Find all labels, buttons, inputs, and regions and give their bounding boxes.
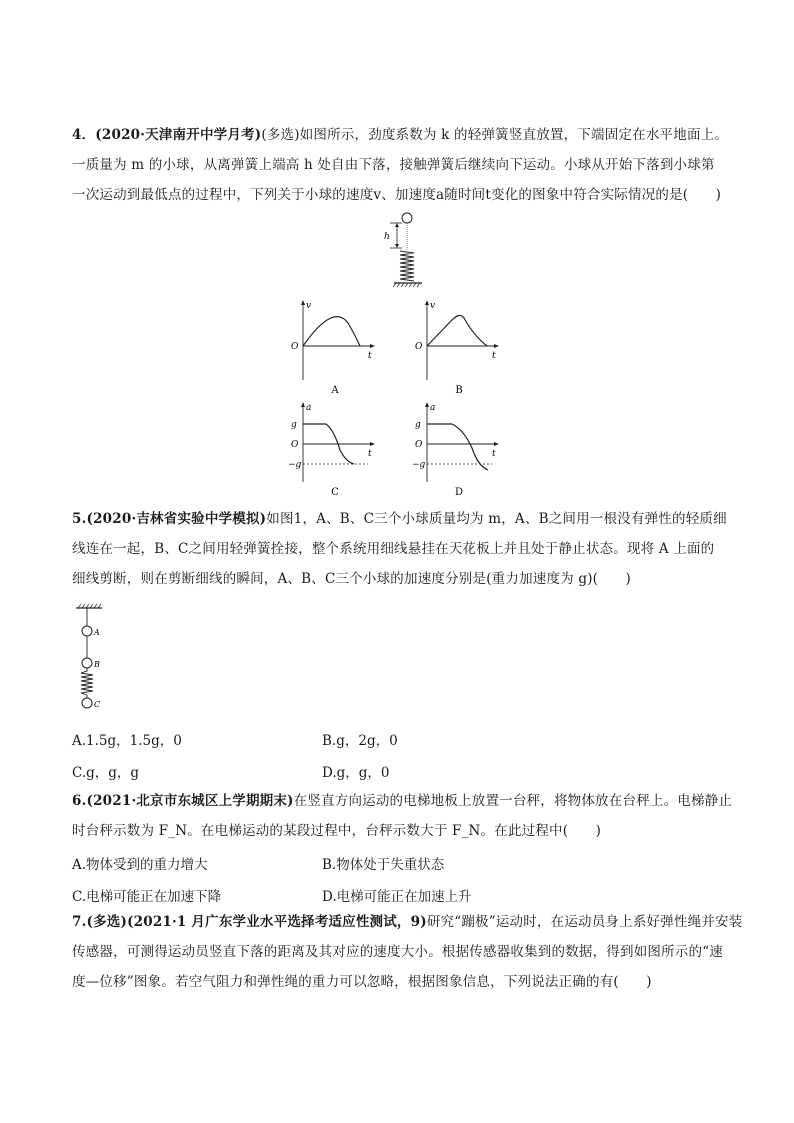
svg-text:t: t: [492, 449, 496, 459]
question-7: [72, 907, 743, 997]
curve-d: [427, 424, 488, 470]
svg-text:g: g: [415, 420, 421, 430]
ball-b-icon: [82, 658, 92, 668]
question-5-line-3: 细线剪断，则在剪断细线的瞬间，A、B、C三个小球的加速度分别是(重力加速度为 g)( ): [72, 571, 631, 587]
svg-text:v: v: [306, 301, 312, 311]
q6-option-c[interactable]: C.电梯可能正在加速下降: [72, 889, 222, 905]
option-label-a: A: [331, 385, 339, 396]
curve-b: [427, 315, 487, 346]
graph-c: [288, 400, 383, 500]
svg-text:O: O: [415, 440, 423, 450]
option-label-b: B: [455, 385, 463, 396]
question-4-line-1-text: (多选)如图所示，劲度系数为 k 的轻弹簧竖直放置，下端固定在水平地面上。: [261, 127, 729, 143]
question-4-source: (2020·天津南开中学月考): [95, 127, 262, 143]
question-5-line-1: 5.(2020·吉林省实验中学模拟)如图1，A、B、C三个小球质量均为 m，A、B之间用一根没有弹性的轻质细: [72, 511, 727, 527]
svg-text:a: a: [430, 403, 436, 413]
graph-b: [412, 298, 507, 398]
height-label: h: [384, 232, 390, 242]
question-5: [72, 504, 727, 594]
svg-text:g: g: [291, 420, 297, 430]
question-5-line-2: 线连在一起，B、C之间用轻弹簧拴接，整个系统用细线悬挂在天花板上并且处于静止状态。现将 A 上面的: [72, 541, 715, 557]
curve-a: [303, 317, 360, 346]
ball-icon: [402, 213, 412, 223]
spring-icon: [81, 668, 93, 698]
svg-text:t: t: [368, 351, 372, 361]
option-label-c: C: [331, 487, 339, 498]
q6-option-a[interactable]: A.物体受到的重力增大: [72, 857, 208, 873]
spring-icon: [400, 251, 414, 281]
spring-ball-figure: [370, 210, 430, 295]
question-6: [72, 786, 733, 846]
question-6-number-source: 6.(2021·北京市东城区上学期期末): [72, 793, 294, 809]
svg-text:B: B: [94, 660, 100, 669]
graph-a: [288, 298, 383, 398]
graph-d: [412, 400, 507, 500]
question-7-line-1: 7.(多选)(2021·1 月广东学业水平选择考适应性测试，9)研究“蹦极”运动时，在运动员身上系好弹性绳并安装: [72, 914, 743, 930]
option-label-d: D: [454, 487, 464, 498]
question-5-number-source: 5.(2020·吉林省实验中学模拟): [72, 511, 267, 527]
svg-text:t: t: [492, 351, 496, 361]
question-7-line-2: 传感器，可测得运动员竖直下落的距离及其对应的速度大小。根据传感器收集到的数据，得到如图所示的“速: [72, 944, 724, 960]
q5-option-c[interactable]: C.g，g，g: [72, 765, 140, 781]
q5-option-a[interactable]: A.1.5g，1.5g，0: [72, 733, 182, 749]
question-4: [72, 120, 729, 210]
svg-text:a: a: [306, 403, 312, 413]
question-7-line-3: 度—位移”图象。若空气阻力和弹性绳的重力可以忽略，根据图象信息，下列说法正确的有( ): [72, 974, 652, 990]
question-4-line-3: 一次运动到最低点的过程中，下列关于小球的速度v、加速度a随时间t变化的图象中符合实际情况的是( ): [72, 187, 722, 203]
ball-a-icon: [82, 626, 92, 636]
q6-option-d[interactable]: D.电梯可能正在加速上升: [322, 889, 472, 905]
svg-text:O: O: [291, 342, 299, 352]
q5-option-d[interactable]: D.g，g，0: [322, 765, 390, 781]
question-4-line-1: [72, 120, 729, 150]
svg-text:−g: −g: [288, 460, 302, 470]
svg-text:t: t: [368, 449, 372, 459]
hanging-balls-figure: [72, 602, 122, 717]
question-6-line-1: 6.(2021·北京市东城区上学期期末)在竖直方向运动的电梯地板上放置一台秤，将物体放在台秤上。电梯静止: [72, 793, 733, 809]
svg-text:O: O: [291, 440, 299, 450]
svg-text:v: v: [430, 301, 436, 311]
question-4-line-2: 一质量为 m 的小球，从离弹簧上端高 h 处自由下落，接触弹簧后继续向下运动。小球从开始下落到小球第: [72, 157, 715, 173]
question-7-number-source: 7.(多选)(2021·1 月广东学业水平选择考适应性测试，9): [72, 914, 427, 930]
svg-text:O: O: [415, 342, 423, 352]
svg-text:C: C: [94, 700, 101, 709]
svg-text:−g: −g: [412, 460, 426, 470]
ball-c-icon: [82, 698, 92, 708]
question-6-line-2: 时台秤示数为 F_N。在电梯运动的某段过程中，台秤示数大于 F_N。在此过程中( ): [72, 823, 602, 839]
svg-text:A: A: [94, 628, 100, 637]
question-4-number: 4．: [72, 127, 96, 143]
q6-option-b[interactable]: B.物体处于失重状态: [322, 857, 445, 873]
q5-option-b[interactable]: B.g，2g，0: [322, 733, 398, 749]
